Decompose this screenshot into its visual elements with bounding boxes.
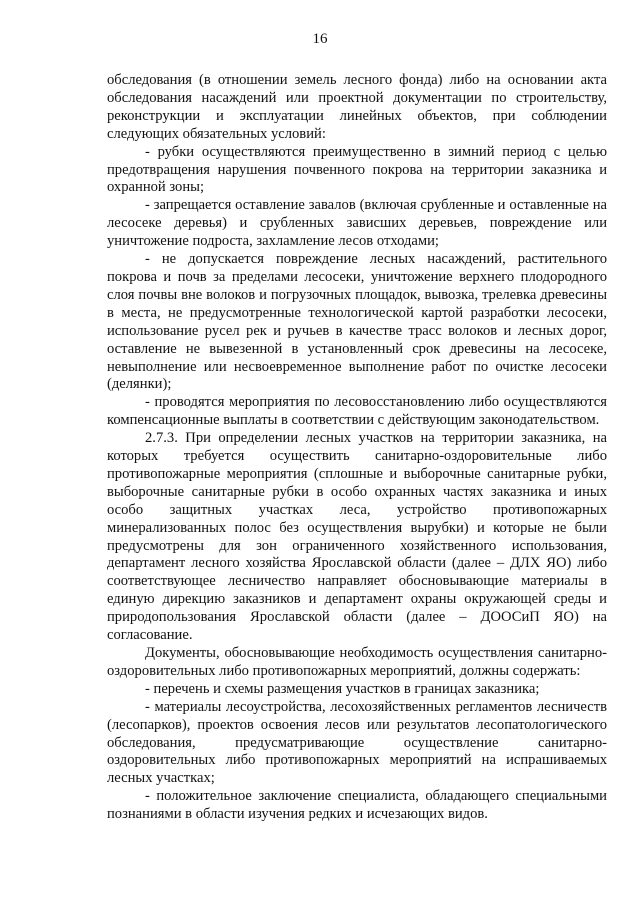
paragraph-document-list-item: - положительное заключение специалиста, обладающего специальными познаниями в области изучения редких и исчезающих видов.: [107, 788, 607, 823]
paragraph-document-list-item: - перечень и схемы размещения участков в границах заказника;: [145, 680, 540, 697]
paragraph-document-list-item: - материалы лесоустройства, лесохозяйственных регламентов лесничеств (лесопарков), проектов освоения лесов или результатов лесопатологического обследования, предусматривающие осуществление санитарно-оздоровительных либо противопожарных мероприятий на испрашиваемых лесных участках;: [107, 698, 607, 787]
paragraph-condition-no-damage: - не допускается повреждение лесных насаждений, растительного покрова и почв за пределами лесосеки, уничтожение верхнего плодородного слоя почвы вне волоков и погрузочных площадок, вывозка, трелевка древесины в места, не предусмотренные технологической картой разработки лесосеки, использование русел рек и ручьев в качестве трасс волоков и лесных дорог, оставление не вывезенной в установленный срок древесины на лесосеке, невыполнение или несвоевременное выполнение работ по очистке лесосеки (делянки);: [107, 251, 607, 393]
paragraph-condition-winter-cutting: - рубки осуществляются преимущественно в зимний период с целью предотвращения нарушения почвенного покрова на территории заказника и охранной зоны;: [107, 143, 607, 196]
paragraph-condition-no-debris: - запрещается оставление завалов (включая срубленные и оставленные на лесосеке деревья) и срубленных зависших деревьев, повреждение или уничтожение подроста, захламление лесов отходами;: [107, 197, 607, 250]
paragraph-documents-intro: Документы, обосновывающие необходимость осуществления санитарно-оздоровительных либо противопожарных мероприятий, должны содержать:: [107, 645, 607, 679]
paragraph-section-2-7-3: 2.7.3. При определении лесных участков на территории заказника, на которых требуется осуществить санитарно-оздоровительные либо противопожарные мероприятия (сплошные и выборочные санитарные рубки, выборочные санитарные рубки в особо охранных частях заказника и иных особо защитных участках леса, устройство противопожарных минерализованных полос без осуществления вырубки) и которые не были предусмотрены для зон ограниченного хозяйственного использования, департамент лесного хозяйства Ярославской области (далее – ДЛХ ЯО) либо соответствующее лесничество направляет обосновывающие материалы в единую дирекцию заказников и департамент охраны окружающей среды и природопользования Ярославской области (далее – ДООСиП ЯО) на согласование.: [107, 430, 607, 644]
paragraph-condition-reforestation: - проводятся мероприятия по лесовосстановлению либо осуществляются компенсационные выплаты в соответствии с действующим законодательством.: [107, 394, 607, 429]
page-number: 16: [312, 31, 328, 47]
paragraph-continuation: обследования (в отношении земель лесного фонда) либо на основании акта обследования насаждений или проектной документации по строительству, реконструкции и эксплуатации линейных объектов, при соблюдении следующих обязательных условий:: [107, 72, 607, 142]
document-body: [107, 72, 607, 824]
